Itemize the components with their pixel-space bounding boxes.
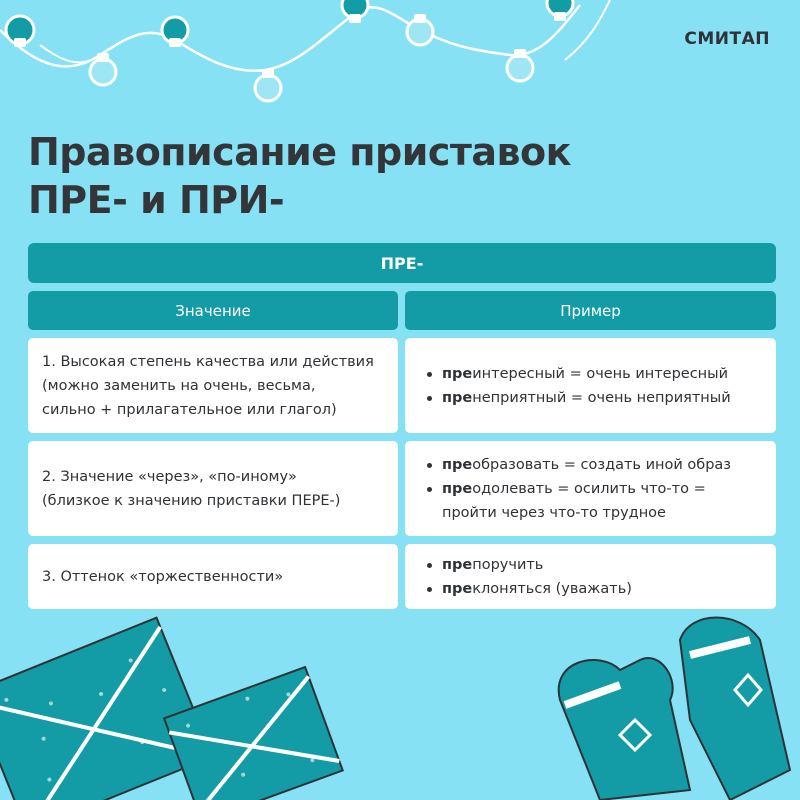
example-prefix: пре xyxy=(442,480,473,497)
example-rest: образовать = создать иной образ xyxy=(472,456,731,473)
example-item xyxy=(425,577,632,601)
brand-logo: СМИТАП xyxy=(684,29,770,49)
table-header: ПРЕ- xyxy=(28,243,776,283)
example-prefix: пре xyxy=(442,389,473,406)
mittens xyxy=(559,618,790,800)
meaning-line: сильно + прилагательное или глагол) xyxy=(42,401,337,418)
garland-lights xyxy=(0,0,800,130)
column-header-meaning: Значение xyxy=(28,291,398,330)
gift-box-right xyxy=(164,667,343,800)
example-rest: клоняться (уважать) xyxy=(472,580,632,597)
example-rest: неприятный = очень неприятный xyxy=(472,389,731,406)
example-rest: поручить xyxy=(472,556,544,573)
meaning-line: (близкое к значению приставки ПЕРЕ-) xyxy=(42,492,341,509)
example-prefix: пре xyxy=(442,365,473,382)
meaning-line: 2. Значение «через», «по-иному» xyxy=(42,468,297,485)
example-prefix: пре xyxy=(442,456,473,473)
example-item xyxy=(425,362,731,386)
example-cell-2 xyxy=(405,441,776,536)
title-line-1: Правописание приставок xyxy=(28,130,571,174)
example-rest-continued: пройти через что-то трудное xyxy=(442,504,666,521)
example-cell-1 xyxy=(405,338,776,433)
example-item xyxy=(425,453,731,477)
meaning-line: (можно заменить на очень, весьма, xyxy=(42,377,316,394)
example-rest: одолевать = осилить что-то = xyxy=(472,480,706,497)
example-prefix: пре xyxy=(442,580,473,597)
example-item xyxy=(425,477,731,525)
meaning-line: 1. Высокая степень качества или действия xyxy=(42,353,374,370)
example-item xyxy=(425,553,632,577)
example-rest: интересный = очень интересный xyxy=(472,365,729,382)
example-cell-3 xyxy=(405,544,776,609)
page-title xyxy=(28,128,571,225)
meaning-cell-2 xyxy=(28,441,398,536)
example-prefix: пре xyxy=(442,556,473,573)
example-item xyxy=(425,386,731,410)
meaning-cell-3 xyxy=(28,544,398,609)
meaning-cell-1 xyxy=(28,338,398,433)
meaning-line: 3. Оттенок «торжественности» xyxy=(42,568,284,585)
column-header-example: Пример xyxy=(405,291,776,330)
title-line-2: ПРЕ- и ПРИ- xyxy=(28,178,285,223)
